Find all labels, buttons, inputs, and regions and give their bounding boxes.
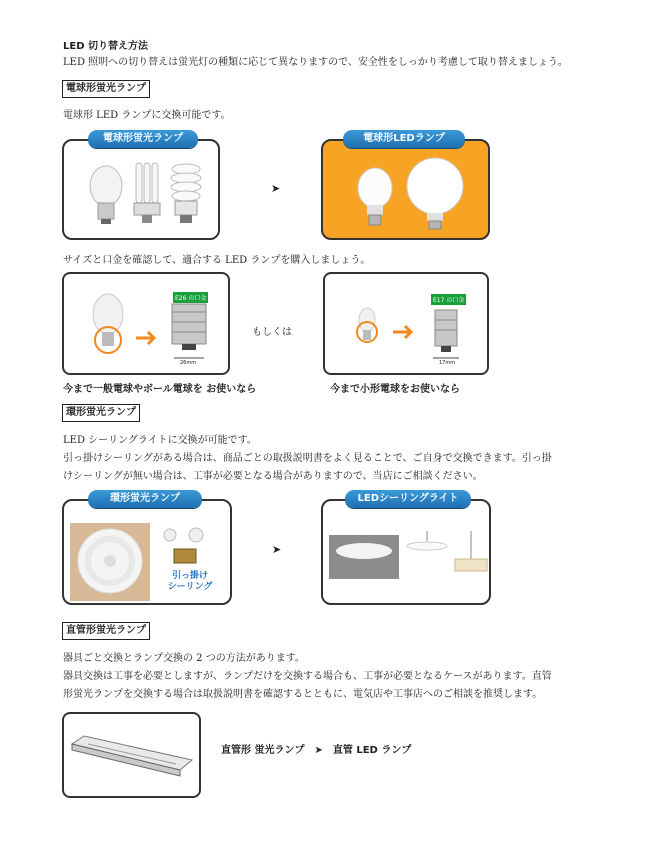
circular-line2: 引っ掛けシーリングがある場合は、商品ごとの取扱説明書をよく見ることで、ご自身で交換できます。引っ掛 xyxy=(63,453,552,464)
led-bulb-label: 電球形LEDランプ xyxy=(343,130,465,148)
led-bulb-panel xyxy=(321,133,490,240)
fluorescent-bulbs-illustration xyxy=(64,141,218,238)
section-heading-straight: 直管形蛍光ランプ xyxy=(62,622,150,640)
e17-base-illustration xyxy=(325,274,487,373)
straight-line3: 形蛍光ランプを交換する場合は取扱説明書を確認するとともに、電気店や工事店へのご相談を推奨します。 xyxy=(63,689,543,700)
e26-dimension: 26mm xyxy=(180,360,197,366)
led-bulbs-illustration xyxy=(323,141,488,238)
section-heading-bulb: 電球形蛍光ランプ xyxy=(62,80,150,98)
straight-line1: 器具ごと交換とランプ交換の 2 つの方法があります。 xyxy=(63,653,305,664)
fluorescent-bulb-label: 電球形蛍光ランプ xyxy=(88,130,198,148)
e17-caption: 今まで小形電球をお使いなら xyxy=(330,384,460,395)
page-title: LED 切り替え方法 xyxy=(63,41,148,52)
arrow-icon: ➤ xyxy=(271,182,281,195)
e26-card xyxy=(62,272,230,375)
intro-text: LED 照明への切り替えは蛍光灯の種類に応じて異なりますので、安全性をしっかり考慮して取り替えましょう。 xyxy=(63,57,568,68)
straight-caption: 直管形 蛍光ランプ ➤ 直管 LED ランプ xyxy=(221,745,412,756)
led-ceiling-panel xyxy=(321,493,491,605)
led-ceiling-label: LEDシーリングライト xyxy=(345,490,471,508)
section-heading-circular: 環形蛍光ランプ xyxy=(62,404,140,422)
circular-line3: けシーリングが無い場合は、工事が必要となる場合がありますので、当店にご相談ください。 xyxy=(63,471,483,482)
hook-ceiling-label-line1: 引っ掛け xyxy=(171,571,208,581)
led-ceiling-illustration xyxy=(323,501,489,603)
fluorescent-bulb-panel xyxy=(62,133,220,240)
circular-line1: LED シーリングライトに交換が可能です。 xyxy=(63,435,257,446)
circular-lamp-panel xyxy=(62,493,232,605)
bulb-line2: サイズと口金を確認して、適合する LED ランプを購入しましょう。 xyxy=(63,255,371,266)
straight-lamp-card xyxy=(62,712,201,798)
hook-ceiling-label-line2: シーリング xyxy=(167,582,213,592)
straight-fixture-illustration xyxy=(64,714,199,796)
circular-lamp-label: 環形蛍光ランプ xyxy=(88,490,202,508)
e26-caption: 今まで一般電球やボール電球を お使いなら xyxy=(63,384,257,395)
e17-tag: E17 の口金 xyxy=(431,294,466,305)
e17-dimension: 17mm xyxy=(439,360,456,366)
arrow-icon: ➤ xyxy=(272,543,282,556)
e26-tag: E26 の口金 xyxy=(173,292,208,303)
hook-ceiling-label xyxy=(164,571,216,593)
straight-line2: 器具交換は工事を必要としますが、ランプだけを交換する場合も、工事が必要となるケースがあります。直管 xyxy=(63,671,552,682)
or-text: もしくは xyxy=(252,327,292,338)
e26-base-illustration xyxy=(64,274,228,373)
e17-card xyxy=(323,272,489,375)
bulb-line1: 電球形 LED ランプに交換可能です。 xyxy=(63,110,231,121)
